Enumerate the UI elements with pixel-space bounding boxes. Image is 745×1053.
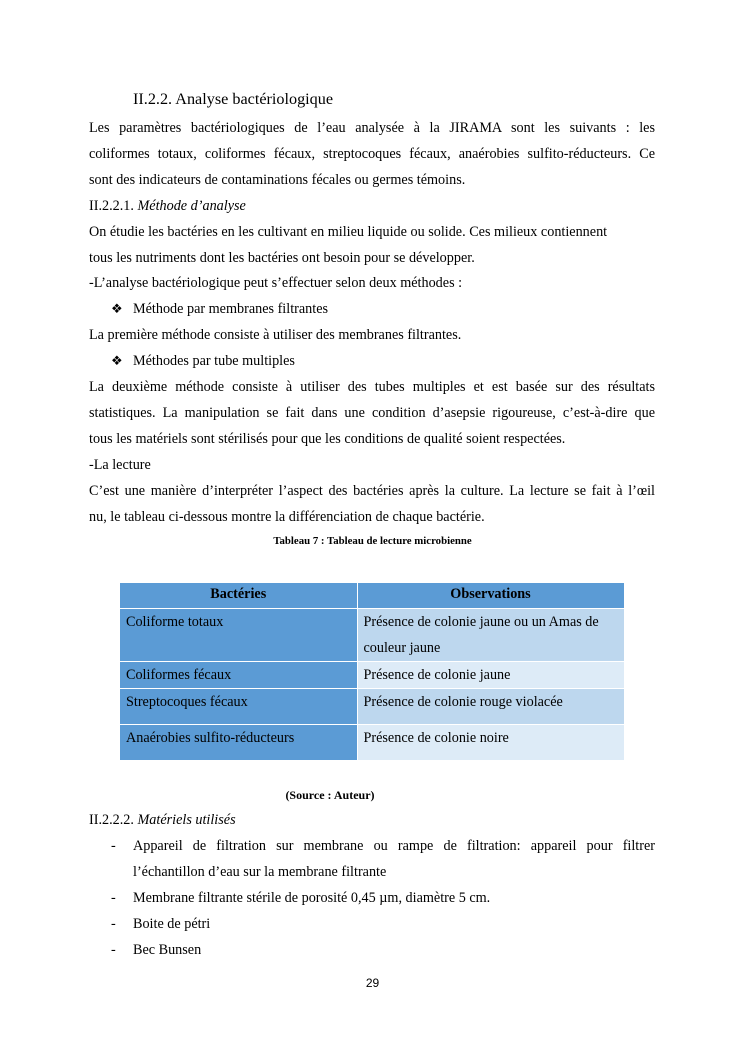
table-row [120, 689, 624, 725]
table-row [120, 662, 624, 689]
intro-line-1: Les paramètres bactériologiques de l’eau analysée à la JIRAMA sont les suivants : les [89, 120, 655, 136]
method-line-2: tous les nutriments dont les bactéries ont besoin pour se développer. [89, 250, 475, 266]
dash-bullet-icon: - [111, 890, 116, 906]
table-row [120, 725, 624, 761]
bacteria-cell: Coliformes fécaux [120, 662, 357, 689]
observation-cell: Présence de colonie jaune ou un Amas de couleur jaune [357, 609, 624, 662]
lecture-line-2: nu, le tableau ci-dessous montre la différenciation de chaque bactérie. [89, 509, 485, 525]
material-item-4: Bec Bunsen [133, 942, 202, 958]
diamond-bullet-icon: ❖ [111, 301, 123, 316]
bacteria-cell: Streptocoques fécaux [120, 689, 357, 725]
table-caption: Tableau 7 : Tableau de lecture microbienne [273, 535, 472, 547]
bacteria-cell: Coliforme totaux [120, 609, 357, 662]
bullet-method-tubes: Méthodes par tube multiples [133, 353, 295, 369]
diamond-bullet-icon: ❖ [111, 353, 123, 368]
method-subheading [89, 197, 655, 215]
intro-line-3: sont des indicateurs de contaminations fécales ou germes témoins. [89, 172, 466, 188]
microbial-reading-table [120, 583, 625, 761]
dash-bullet-icon: - [111, 916, 116, 932]
method-line-1: On étudie les bactéries en les cultivant en milieu liquide ou solide. Ces milieux contiennent [89, 224, 608, 240]
method-title: Méthode d’analyse [137, 198, 246, 214]
material-item-2: Membrane filtrante stérile de porosité 0,45 µm, diamètre 5 cm. [133, 890, 491, 906]
intro-line-2: coliformes totaux, coliformes fécaux, streptocoques fécaux, anaérobies sulfito-réducteurs. Ce [89, 146, 655, 162]
header-observations: Observations [357, 583, 624, 609]
observation-cell: Présence de colonie rouge violacée [357, 689, 624, 725]
lecture-line-1: C’est une manière d’interpréter l’aspect des bactéries après la culture. La lecture se fait à l’œil [89, 483, 655, 499]
lecture-title: -La lecture [89, 457, 151, 473]
dash-bullet-icon: - [111, 838, 116, 854]
material-item-1-line-1: Appareil de filtration sur membrane ou rampe de filtration: appareil pour filtrer [133, 838, 655, 854]
bullet1-text: La première méthode consiste à utiliser des membranes filtrantes. [89, 327, 462, 343]
bullet2-line-2: statistiques. La manipulation se fait dans une condition d’asepsie rigoureuse, c’est-à-dire que [89, 405, 655, 421]
materials-subheading [89, 811, 655, 829]
table-source: (Source : Auteur) [285, 788, 375, 802]
bullet2-line-1: La deuxième méthode consiste à utiliser des tubes multiples et est basée sur des résultats [89, 379, 655, 395]
dash-bullet-icon: - [111, 942, 116, 958]
header-bacteries: Bactéries [120, 583, 357, 609]
materials-number: II.2.2.2. [89, 812, 138, 828]
materials-title: Matériels utilisés [137, 812, 236, 828]
material-item-1-line-2: l’échantillon d’eau sur la membrane filtrante [133, 864, 387, 880]
method-line-3: -L’analyse bactériologique peut s’effectuer selon deux méthodes : [89, 275, 463, 291]
observation-cell: Présence de colonie noire [357, 725, 624, 761]
material-item-3: Boite de pétri [133, 916, 211, 932]
section-heading: II.2.2. Analyse bactériologique [133, 90, 334, 108]
page-number: 29 [365, 976, 380, 990]
method-number: II.2.2.1. [89, 198, 138, 214]
bacteria-cell: Anaérobies sulfito-réducteurs [120, 725, 357, 761]
table-row [120, 609, 624, 662]
table-header-row [120, 583, 624, 609]
bullet-method-membranes: Méthode par membranes filtrantes [133, 301, 329, 317]
observation-cell: Présence de colonie jaune [357, 662, 624, 689]
bullet2-line-3: tous les matériels sont stérilisés pour que les conditions de qualité soient respectées. [89, 431, 566, 447]
